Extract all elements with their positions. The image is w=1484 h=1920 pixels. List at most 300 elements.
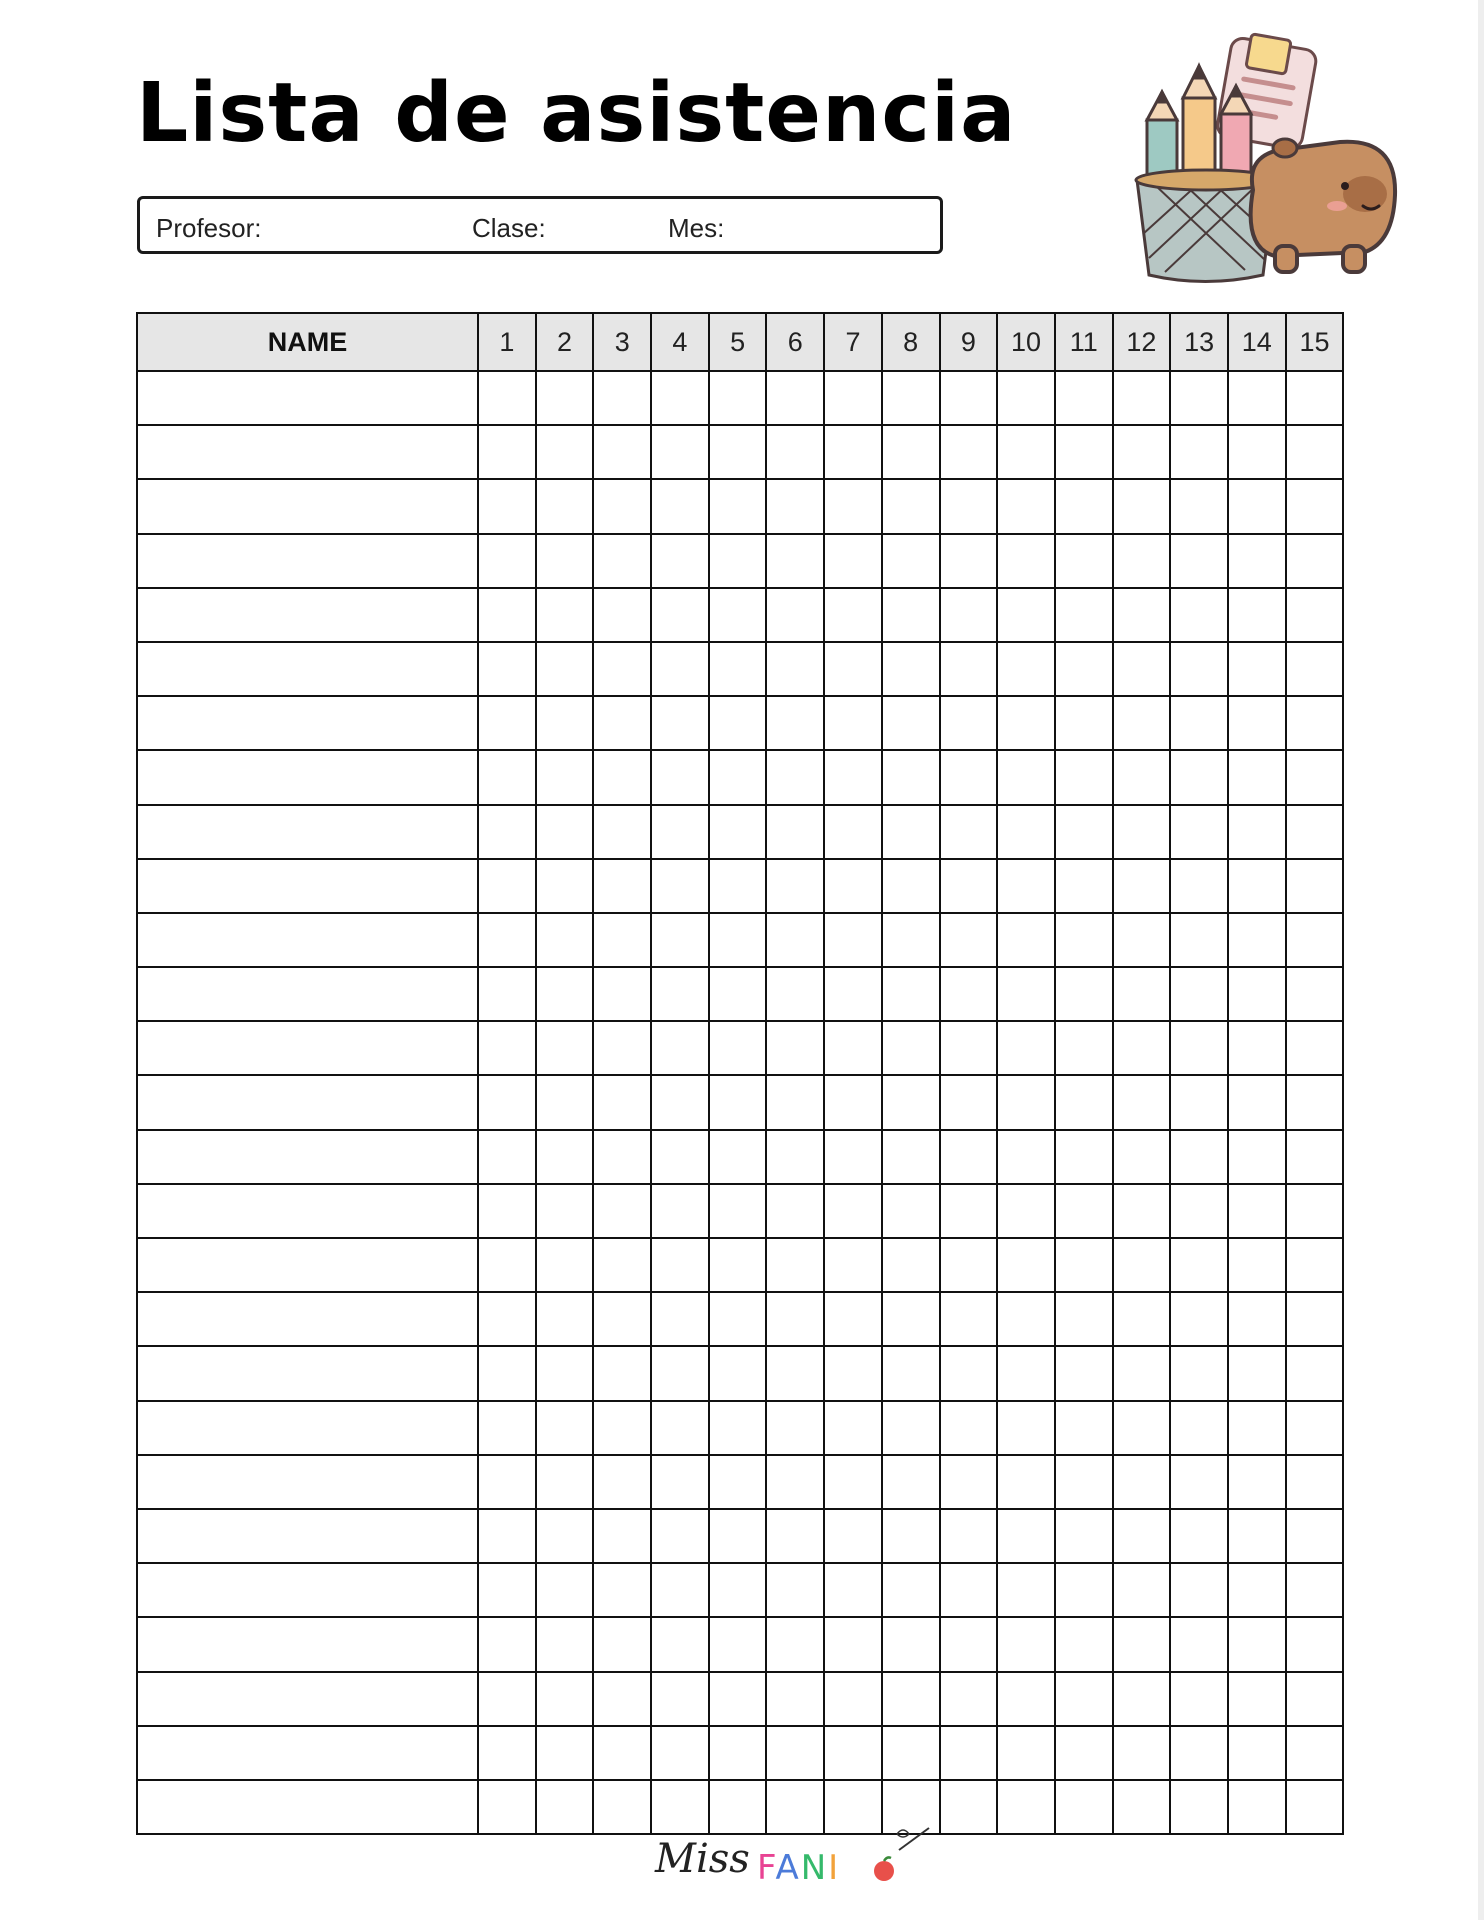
attendance-cell[interactable] (536, 913, 594, 967)
attendance-cell[interactable] (882, 479, 940, 533)
attendance-cell[interactable] (478, 1346, 536, 1400)
attendance-cell[interactable] (478, 859, 536, 913)
attendance-cell[interactable] (1113, 1726, 1171, 1780)
attendance-cell[interactable] (824, 913, 882, 967)
attendance-cell[interactable] (766, 1184, 824, 1238)
attendance-cell[interactable] (882, 1346, 940, 1400)
student-name-cell[interactable] (137, 479, 478, 533)
attendance-cell[interactable] (766, 1021, 824, 1075)
attendance-cell[interactable] (1113, 750, 1171, 804)
attendance-cell[interactable] (1055, 1509, 1113, 1563)
attendance-cell[interactable] (1286, 479, 1344, 533)
attendance-cell[interactable] (478, 642, 536, 696)
attendance-cell[interactable] (766, 1346, 824, 1400)
student-name-cell[interactable] (137, 1563, 478, 1617)
attendance-cell[interactable] (478, 588, 536, 642)
attendance-cell[interactable] (766, 479, 824, 533)
attendance-cell[interactable] (766, 1075, 824, 1129)
attendance-cell[interactable] (1228, 479, 1286, 533)
attendance-cell[interactable] (1113, 1130, 1171, 1184)
attendance-cell[interactable] (1170, 1509, 1228, 1563)
attendance-cell[interactable] (824, 859, 882, 913)
attendance-cell[interactable] (824, 805, 882, 859)
attendance-cell[interactable] (1113, 1021, 1171, 1075)
attendance-cell[interactable] (1286, 642, 1344, 696)
attendance-cell[interactable] (997, 1184, 1055, 1238)
attendance-cell[interactable] (593, 1346, 651, 1400)
attendance-cell[interactable] (940, 479, 998, 533)
attendance-cell[interactable] (1286, 750, 1344, 804)
student-name-cell[interactable] (137, 642, 478, 696)
attendance-cell[interactable] (882, 696, 940, 750)
attendance-cell[interactable] (940, 642, 998, 696)
attendance-cell[interactable] (1113, 1455, 1171, 1509)
attendance-cell[interactable] (1055, 371, 1113, 425)
attendance-cell[interactable] (478, 1401, 536, 1455)
attendance-cell[interactable] (536, 1401, 594, 1455)
attendance-cell[interactable] (882, 371, 940, 425)
student-name-cell[interactable] (137, 1780, 478, 1834)
attendance-cell[interactable] (536, 425, 594, 479)
attendance-cell[interactable] (1228, 1238, 1286, 1292)
attendance-cell[interactable] (997, 534, 1055, 588)
attendance-cell[interactable] (997, 1075, 1055, 1129)
attendance-cell[interactable] (709, 859, 767, 913)
attendance-cell[interactable] (997, 371, 1055, 425)
attendance-cell[interactable] (536, 1509, 594, 1563)
attendance-cell[interactable] (593, 1401, 651, 1455)
attendance-cell[interactable] (1286, 1401, 1344, 1455)
attendance-cell[interactable] (766, 1509, 824, 1563)
attendance-cell[interactable] (709, 479, 767, 533)
attendance-cell[interactable] (709, 913, 767, 967)
attendance-cell[interactable] (536, 642, 594, 696)
attendance-cell[interactable] (1113, 805, 1171, 859)
attendance-cell[interactable] (1170, 1238, 1228, 1292)
attendance-cell[interactable] (536, 805, 594, 859)
attendance-cell[interactable] (997, 1130, 1055, 1184)
attendance-cell[interactable] (882, 1238, 940, 1292)
attendance-cell[interactable] (1055, 1021, 1113, 1075)
attendance-cell[interactable] (651, 1346, 709, 1400)
attendance-cell[interactable] (536, 1455, 594, 1509)
attendance-cell[interactable] (1170, 425, 1228, 479)
attendance-cell[interactable] (1286, 1184, 1344, 1238)
attendance-cell[interactable] (478, 371, 536, 425)
attendance-cell[interactable] (882, 425, 940, 479)
attendance-cell[interactable] (1286, 913, 1344, 967)
attendance-cell[interactable] (593, 1563, 651, 1617)
attendance-cell[interactable] (1055, 534, 1113, 588)
attendance-cell[interactable] (593, 1726, 651, 1780)
attendance-cell[interactable] (709, 1238, 767, 1292)
attendance-cell[interactable] (1228, 1292, 1286, 1346)
attendance-cell[interactable] (1228, 1130, 1286, 1184)
attendance-cell[interactable] (997, 967, 1055, 1021)
attendance-cell[interactable] (593, 1672, 651, 1726)
attendance-cell[interactable] (882, 1509, 940, 1563)
attendance-cell[interactable] (766, 1455, 824, 1509)
attendance-cell[interactable] (940, 1780, 998, 1834)
attendance-cell[interactable] (1055, 696, 1113, 750)
attendance-cell[interactable] (1055, 805, 1113, 859)
student-name-cell[interactable] (137, 1130, 478, 1184)
attendance-cell[interactable] (1170, 1455, 1228, 1509)
student-name-cell[interactable] (137, 696, 478, 750)
attendance-cell[interactable] (1228, 805, 1286, 859)
attendance-cell[interactable] (1286, 967, 1344, 1021)
attendance-cell[interactable] (536, 750, 594, 804)
attendance-cell[interactable] (1170, 1184, 1228, 1238)
attendance-cell[interactable] (593, 371, 651, 425)
attendance-cell[interactable] (882, 642, 940, 696)
attendance-cell[interactable] (882, 1563, 940, 1617)
attendance-cell[interactable] (651, 859, 709, 913)
attendance-cell[interactable] (882, 1617, 940, 1671)
attendance-cell[interactable] (651, 1401, 709, 1455)
attendance-cell[interactable] (997, 859, 1055, 913)
attendance-cell[interactable] (882, 1726, 940, 1780)
attendance-cell[interactable] (997, 1780, 1055, 1834)
attendance-cell[interactable] (593, 425, 651, 479)
attendance-cell[interactable] (709, 1130, 767, 1184)
attendance-cell[interactable] (593, 1292, 651, 1346)
attendance-cell[interactable] (1228, 967, 1286, 1021)
attendance-cell[interactable] (1055, 588, 1113, 642)
attendance-cell[interactable] (766, 588, 824, 642)
attendance-cell[interactable] (940, 1075, 998, 1129)
attendance-cell[interactable] (997, 1292, 1055, 1346)
attendance-cell[interactable] (1228, 1726, 1286, 1780)
attendance-cell[interactable] (766, 534, 824, 588)
attendance-cell[interactable] (1228, 1075, 1286, 1129)
student-name-cell[interactable] (137, 1075, 478, 1129)
attendance-cell[interactable] (1055, 1075, 1113, 1129)
attendance-cell[interactable] (651, 479, 709, 533)
attendance-cell[interactable] (824, 1075, 882, 1129)
attendance-cell[interactable] (1113, 1401, 1171, 1455)
attendance-cell[interactable] (1113, 967, 1171, 1021)
attendance-cell[interactable] (997, 1401, 1055, 1455)
attendance-cell[interactable] (593, 479, 651, 533)
attendance-cell[interactable] (1113, 425, 1171, 479)
attendance-cell[interactable] (478, 1238, 536, 1292)
attendance-cell[interactable] (940, 1238, 998, 1292)
attendance-cell[interactable] (1228, 750, 1286, 804)
attendance-cell[interactable] (1170, 1672, 1228, 1726)
student-name-cell[interactable] (137, 1292, 478, 1346)
attendance-cell[interactable] (651, 696, 709, 750)
attendance-cell[interactable] (997, 1021, 1055, 1075)
attendance-cell[interactable] (824, 1617, 882, 1671)
attendance-cell[interactable] (536, 534, 594, 588)
attendance-cell[interactable] (651, 1021, 709, 1075)
student-name-cell[interactable] (137, 1021, 478, 1075)
attendance-cell[interactable] (1228, 642, 1286, 696)
attendance-cell[interactable] (651, 1726, 709, 1780)
student-name-cell[interactable] (137, 371, 478, 425)
attendance-cell[interactable] (882, 1401, 940, 1455)
attendance-cell[interactable] (824, 1238, 882, 1292)
student-name-cell[interactable] (137, 750, 478, 804)
attendance-cell[interactable] (478, 1780, 536, 1834)
attendance-cell[interactable] (997, 1346, 1055, 1400)
attendance-cell[interactable] (709, 1672, 767, 1726)
attendance-cell[interactable] (651, 534, 709, 588)
attendance-cell[interactable] (997, 913, 1055, 967)
attendance-cell[interactable] (709, 1617, 767, 1671)
attendance-cell[interactable] (651, 371, 709, 425)
attendance-cell[interactable] (536, 1672, 594, 1726)
attendance-cell[interactable] (536, 1075, 594, 1129)
attendance-cell[interactable] (651, 1238, 709, 1292)
attendance-cell[interactable] (478, 1455, 536, 1509)
attendance-cell[interactable] (1228, 588, 1286, 642)
attendance-cell[interactable] (478, 1021, 536, 1075)
attendance-cell[interactable] (997, 479, 1055, 533)
attendance-cell[interactable] (709, 371, 767, 425)
attendance-cell[interactable] (1170, 371, 1228, 425)
attendance-cell[interactable] (1286, 1292, 1344, 1346)
attendance-cell[interactable] (593, 1075, 651, 1129)
attendance-cell[interactable] (709, 1563, 767, 1617)
attendance-cell[interactable] (997, 750, 1055, 804)
attendance-cell[interactable] (536, 1130, 594, 1184)
attendance-cell[interactable] (709, 1455, 767, 1509)
attendance-cell[interactable] (593, 588, 651, 642)
attendance-cell[interactable] (1286, 425, 1344, 479)
student-name-cell[interactable] (137, 1184, 478, 1238)
attendance-cell[interactable] (824, 1563, 882, 1617)
attendance-cell[interactable] (882, 1075, 940, 1129)
attendance-cell[interactable] (1170, 1075, 1228, 1129)
attendance-cell[interactable] (536, 1346, 594, 1400)
attendance-cell[interactable] (1170, 1617, 1228, 1671)
attendance-cell[interactable] (651, 1672, 709, 1726)
attendance-cell[interactable] (1055, 1672, 1113, 1726)
attendance-cell[interactable] (1228, 859, 1286, 913)
attendance-cell[interactable] (1170, 805, 1228, 859)
attendance-cell[interactable] (536, 696, 594, 750)
attendance-cell[interactable] (1286, 1617, 1344, 1671)
attendance-cell[interactable] (1286, 1726, 1344, 1780)
attendance-cell[interactable] (536, 588, 594, 642)
attendance-cell[interactable] (709, 534, 767, 588)
attendance-cell[interactable] (651, 588, 709, 642)
attendance-cell[interactable] (1228, 1401, 1286, 1455)
attendance-cell[interactable] (1286, 1509, 1344, 1563)
attendance-cell[interactable] (1113, 1184, 1171, 1238)
attendance-cell[interactable] (1113, 1563, 1171, 1617)
attendance-cell[interactable] (1170, 913, 1228, 967)
attendance-cell[interactable] (651, 642, 709, 696)
attendance-cell[interactable] (882, 1021, 940, 1075)
attendance-cell[interactable] (1228, 425, 1286, 479)
attendance-cell[interactable] (940, 1021, 998, 1075)
attendance-cell[interactable] (997, 696, 1055, 750)
attendance-cell[interactable] (1228, 696, 1286, 750)
attendance-cell[interactable] (536, 1021, 594, 1075)
attendance-cell[interactable] (593, 967, 651, 1021)
attendance-cell[interactable] (1170, 1130, 1228, 1184)
attendance-cell[interactable] (1170, 1726, 1228, 1780)
attendance-cell[interactable] (1170, 642, 1228, 696)
attendance-cell[interactable] (651, 1509, 709, 1563)
attendance-cell[interactable] (1113, 534, 1171, 588)
attendance-cell[interactable] (1055, 1455, 1113, 1509)
attendance-cell[interactable] (1170, 750, 1228, 804)
attendance-cell[interactable] (1286, 1346, 1344, 1400)
attendance-cell[interactable] (824, 1130, 882, 1184)
attendance-cell[interactable] (1113, 1075, 1171, 1129)
attendance-cell[interactable] (1055, 913, 1113, 967)
attendance-cell[interactable] (940, 859, 998, 913)
student-name-cell[interactable] (137, 1401, 478, 1455)
attendance-cell[interactable] (824, 371, 882, 425)
attendance-cell[interactable] (882, 1455, 940, 1509)
attendance-cell[interactable] (709, 750, 767, 804)
attendance-cell[interactable] (709, 1292, 767, 1346)
attendance-cell[interactable] (1113, 696, 1171, 750)
attendance-cell[interactable] (1113, 1292, 1171, 1346)
attendance-cell[interactable] (709, 1075, 767, 1129)
attendance-cell[interactable] (536, 1780, 594, 1834)
attendance-cell[interactable] (651, 1617, 709, 1671)
attendance-cell[interactable] (709, 588, 767, 642)
attendance-cell[interactable] (882, 750, 940, 804)
attendance-cell[interactable] (940, 1346, 998, 1400)
attendance-cell[interactable] (824, 750, 882, 804)
attendance-cell[interactable] (766, 750, 824, 804)
attendance-cell[interactable] (940, 1184, 998, 1238)
attendance-cell[interactable] (1055, 1292, 1113, 1346)
attendance-cell[interactable] (536, 859, 594, 913)
attendance-cell[interactable] (478, 1075, 536, 1129)
attendance-cell[interactable] (478, 805, 536, 859)
attendance-cell[interactable] (1286, 534, 1344, 588)
attendance-cell[interactable] (824, 1401, 882, 1455)
attendance-cell[interactable] (651, 1455, 709, 1509)
attendance-cell[interactable] (940, 1726, 998, 1780)
attendance-cell[interactable] (1286, 1021, 1344, 1075)
attendance-cell[interactable] (1228, 1455, 1286, 1509)
attendance-cell[interactable] (766, 1238, 824, 1292)
attendance-cell[interactable] (478, 425, 536, 479)
attendance-cell[interactable] (651, 750, 709, 804)
attendance-cell[interactable] (1055, 859, 1113, 913)
attendance-cell[interactable] (593, 1455, 651, 1509)
attendance-cell[interactable] (824, 1184, 882, 1238)
attendance-cell[interactable] (1113, 859, 1171, 913)
attendance-cell[interactable] (1055, 1401, 1113, 1455)
attendance-cell[interactable] (882, 913, 940, 967)
attendance-cell[interactable] (1113, 1780, 1171, 1834)
attendance-cell[interactable] (824, 425, 882, 479)
attendance-cell[interactable] (882, 1184, 940, 1238)
attendance-cell[interactable] (1170, 1346, 1228, 1400)
attendance-cell[interactable] (940, 534, 998, 588)
attendance-cell[interactable] (997, 805, 1055, 859)
attendance-cell[interactable] (478, 479, 536, 533)
attendance-cell[interactable] (593, 1021, 651, 1075)
attendance-cell[interactable] (882, 588, 940, 642)
attendance-cell[interactable] (709, 967, 767, 1021)
attendance-cell[interactable] (824, 1346, 882, 1400)
attendance-cell[interactable] (1055, 642, 1113, 696)
attendance-cell[interactable] (651, 805, 709, 859)
attendance-cell[interactable] (766, 425, 824, 479)
attendance-cell[interactable] (997, 1617, 1055, 1671)
student-name-cell[interactable] (137, 1672, 478, 1726)
student-name-cell[interactable] (137, 425, 478, 479)
attendance-cell[interactable] (997, 1672, 1055, 1726)
attendance-cell[interactable] (824, 1726, 882, 1780)
attendance-cell[interactable] (1286, 696, 1344, 750)
attendance-cell[interactable] (709, 1726, 767, 1780)
attendance-cell[interactable] (593, 534, 651, 588)
attendance-cell[interactable] (824, 1021, 882, 1075)
attendance-cell[interactable] (940, 1130, 998, 1184)
attendance-cell[interactable] (824, 1455, 882, 1509)
student-name-cell[interactable] (137, 1238, 478, 1292)
attendance-cell[interactable] (1055, 1238, 1113, 1292)
attendance-cell[interactable] (940, 425, 998, 479)
attendance-cell[interactable] (536, 1292, 594, 1346)
attendance-cell[interactable] (766, 1672, 824, 1726)
attendance-cell[interactable] (709, 696, 767, 750)
attendance-cell[interactable] (766, 1292, 824, 1346)
attendance-cell[interactable] (882, 1292, 940, 1346)
attendance-cell[interactable] (940, 1617, 998, 1671)
attendance-cell[interactable] (1228, 1672, 1286, 1726)
attendance-cell[interactable] (766, 805, 824, 859)
attendance-cell[interactable] (1055, 425, 1113, 479)
attendance-cell[interactable] (1055, 967, 1113, 1021)
attendance-cell[interactable] (1228, 1184, 1286, 1238)
attendance-cell[interactable] (1113, 1617, 1171, 1671)
attendance-cell[interactable] (940, 967, 998, 1021)
attendance-cell[interactable] (1286, 1780, 1344, 1834)
attendance-cell[interactable] (1055, 1346, 1113, 1400)
attendance-cell[interactable] (1170, 1021, 1228, 1075)
student-name-cell[interactable] (137, 1346, 478, 1400)
attendance-cell[interactable] (1113, 1238, 1171, 1292)
student-name-cell[interactable] (137, 1726, 478, 1780)
attendance-cell[interactable] (1170, 859, 1228, 913)
attendance-cell[interactable] (593, 1617, 651, 1671)
attendance-cell[interactable] (824, 1672, 882, 1726)
student-name-cell[interactable] (137, 1617, 478, 1671)
attendance-cell[interactable] (882, 1130, 940, 1184)
attendance-cell[interactable] (882, 859, 940, 913)
attendance-cell[interactable] (824, 1292, 882, 1346)
attendance-cell[interactable] (651, 1184, 709, 1238)
attendance-cell[interactable] (709, 1021, 767, 1075)
attendance-cell[interactable] (536, 371, 594, 425)
attendance-cell[interactable] (1228, 1509, 1286, 1563)
attendance-cell[interactable] (478, 1726, 536, 1780)
attendance-cell[interactable] (1228, 1346, 1286, 1400)
attendance-cell[interactable] (1113, 1672, 1171, 1726)
attendance-cell[interactable] (536, 479, 594, 533)
attendance-cell[interactable] (1228, 534, 1286, 588)
attendance-cell[interactable] (593, 859, 651, 913)
attendance-cell[interactable] (940, 1292, 998, 1346)
attendance-cell[interactable] (478, 1130, 536, 1184)
attendance-cell[interactable] (478, 1184, 536, 1238)
attendance-cell[interactable] (1113, 588, 1171, 642)
attendance-cell[interactable] (651, 1130, 709, 1184)
